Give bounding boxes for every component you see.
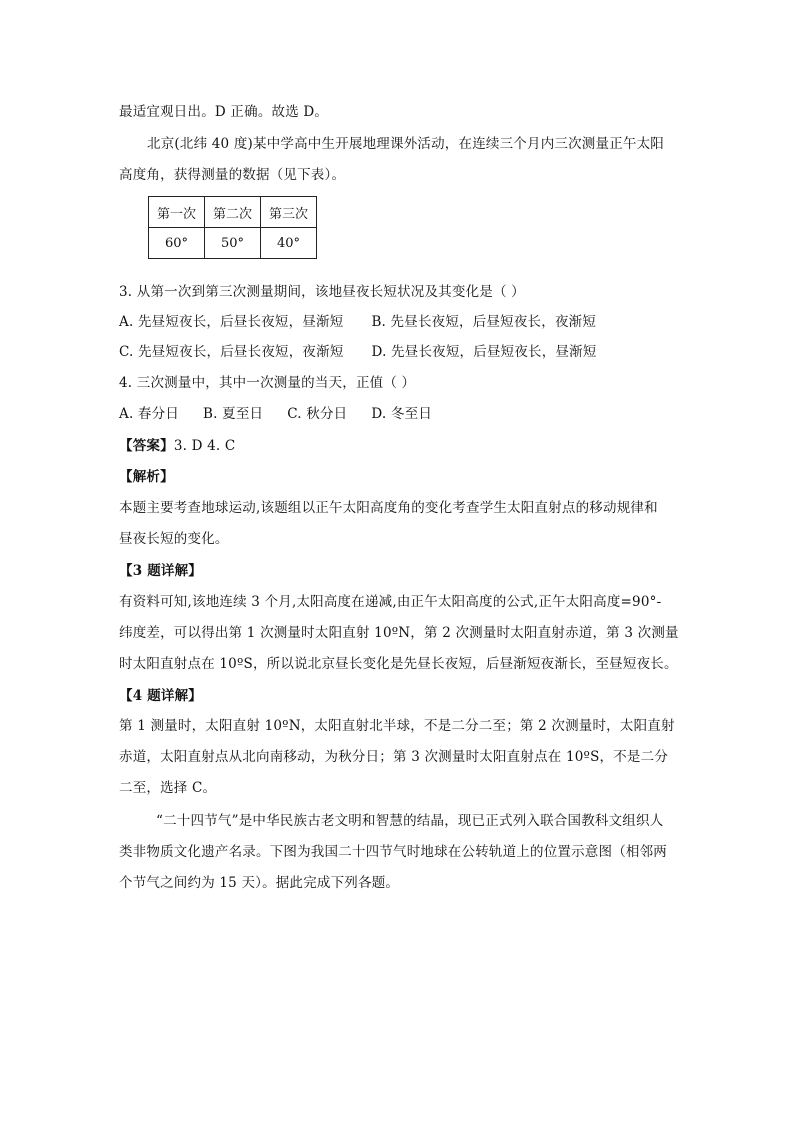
- option-3c: C. 先昼短夜长，后昼长夜短，夜渐短: [119, 344, 344, 360]
- detail-3-line-3: 时太阳直射点在 10ºS，所以说北京昼长变化是先昼长夜短，后昼渐短夜渐长，至昼短夜长。: [119, 656, 678, 672]
- answer-text: 3. D 4. C: [173, 438, 236, 454]
- question-3-options-row-1: [119, 312, 596, 332]
- table-header-cell: 第一次: [149, 197, 205, 228]
- table-header-row: [149, 197, 317, 228]
- detail-3-line-2: 纬度差，可以得出第 1 次测量时太阳直射 10ºN，第 2 次测量时太阳直射赤道，第 3 次测量: [119, 625, 679, 641]
- table-cell: 50°: [205, 228, 261, 259]
- option-4c: C. 秋分日: [287, 406, 348, 422]
- analysis-line-1: 本题主要考查地球运动,该题组以正午太阳高度角的变化考查学生太阳直射点的移动规律和: [119, 500, 658, 516]
- detail-4-line-2: 赤道，太阳直射点从北向南移动，为秋分日；第 3 次测量时太阳直射点在 10ºS，不是二分: [119, 749, 669, 765]
- table-cell: 40°: [261, 228, 317, 259]
- option-3a: A. 先昼短夜长，后昼长夜短，昼渐短: [119, 314, 344, 330]
- detail-4-label: 【4 题详解】: [119, 688, 202, 704]
- intro-paragraph-line-1: 北京(北纬 40 度)某中学高中生开展地理课外活动，在连续三个月内三次测量正午太阳: [147, 136, 664, 152]
- detail-3-label: 【3 题详解】: [119, 563, 202, 579]
- detail-4-line-1: 第 1 测量时，太阳直射 10ºN，太阳直射北半球，不是二分二至；第 2 次测量时，太阳直射: [119, 718, 675, 734]
- option-4b: B. 夏至日: [203, 406, 264, 422]
- intro-paragraph-line-2: 高度角，获得测量的数据（见下表）。: [119, 167, 346, 183]
- measurement-table: [148, 196, 317, 259]
- answer-line: [119, 436, 235, 456]
- detail-3-line-1: 有资料可知,该地连续 3 个月,太阳高度在递减,由正午太阳高度的公式,正午太阳高度=90°-: [119, 594, 662, 610]
- table-header-cell: 第二次: [205, 197, 261, 228]
- previous-answer-end: 最适宜观日出。D 正确。故选 D。: [119, 104, 329, 120]
- solar-terms-paragraph-line-1: “二十四节气”是中华民族古老文明和智慧的结晶，现已正式列入联合国教科文组织人: [156, 813, 664, 829]
- option-3b: B. 先昼长夜短，后昼短夜长，夜渐短: [371, 314, 597, 330]
- answer-label: 【答案】: [119, 438, 174, 454]
- table-row: [149, 228, 317, 259]
- analysis-label: 【解析】: [119, 469, 174, 485]
- solar-terms-paragraph-line-2: 类非物质文化遗产名录。下图为我国二十四节气时地球在公转轨道上的位置示意图（相邻两: [119, 844, 667, 860]
- option-4a: A. 春分日: [119, 406, 180, 422]
- table-header-cell: 第三次: [261, 197, 317, 228]
- detail-4-line-3: 二至，选择 C。: [119, 780, 217, 796]
- option-4d: D. 冬至日: [371, 406, 433, 422]
- option-3d: D. 先昼长夜短，后昼短夜长，昼渐短: [371, 344, 597, 360]
- question-3-options-row-2: [119, 342, 597, 362]
- analysis-line-2: 昼夜长短的变化。: [119, 531, 229, 547]
- question-4-options: [119, 404, 432, 424]
- table-cell: 60°: [149, 228, 205, 259]
- question-3: 3. 从第一次到第三次测量期间，该地昼夜长短状况及其变化是（ ）: [119, 284, 525, 300]
- question-4: 4. 三次测量中，其中一次测量的当天，正值（ ）: [119, 375, 416, 391]
- solar-terms-paragraph-line-3: 个节气之间约为 15 天）。据此完成下列各题。: [119, 875, 400, 891]
